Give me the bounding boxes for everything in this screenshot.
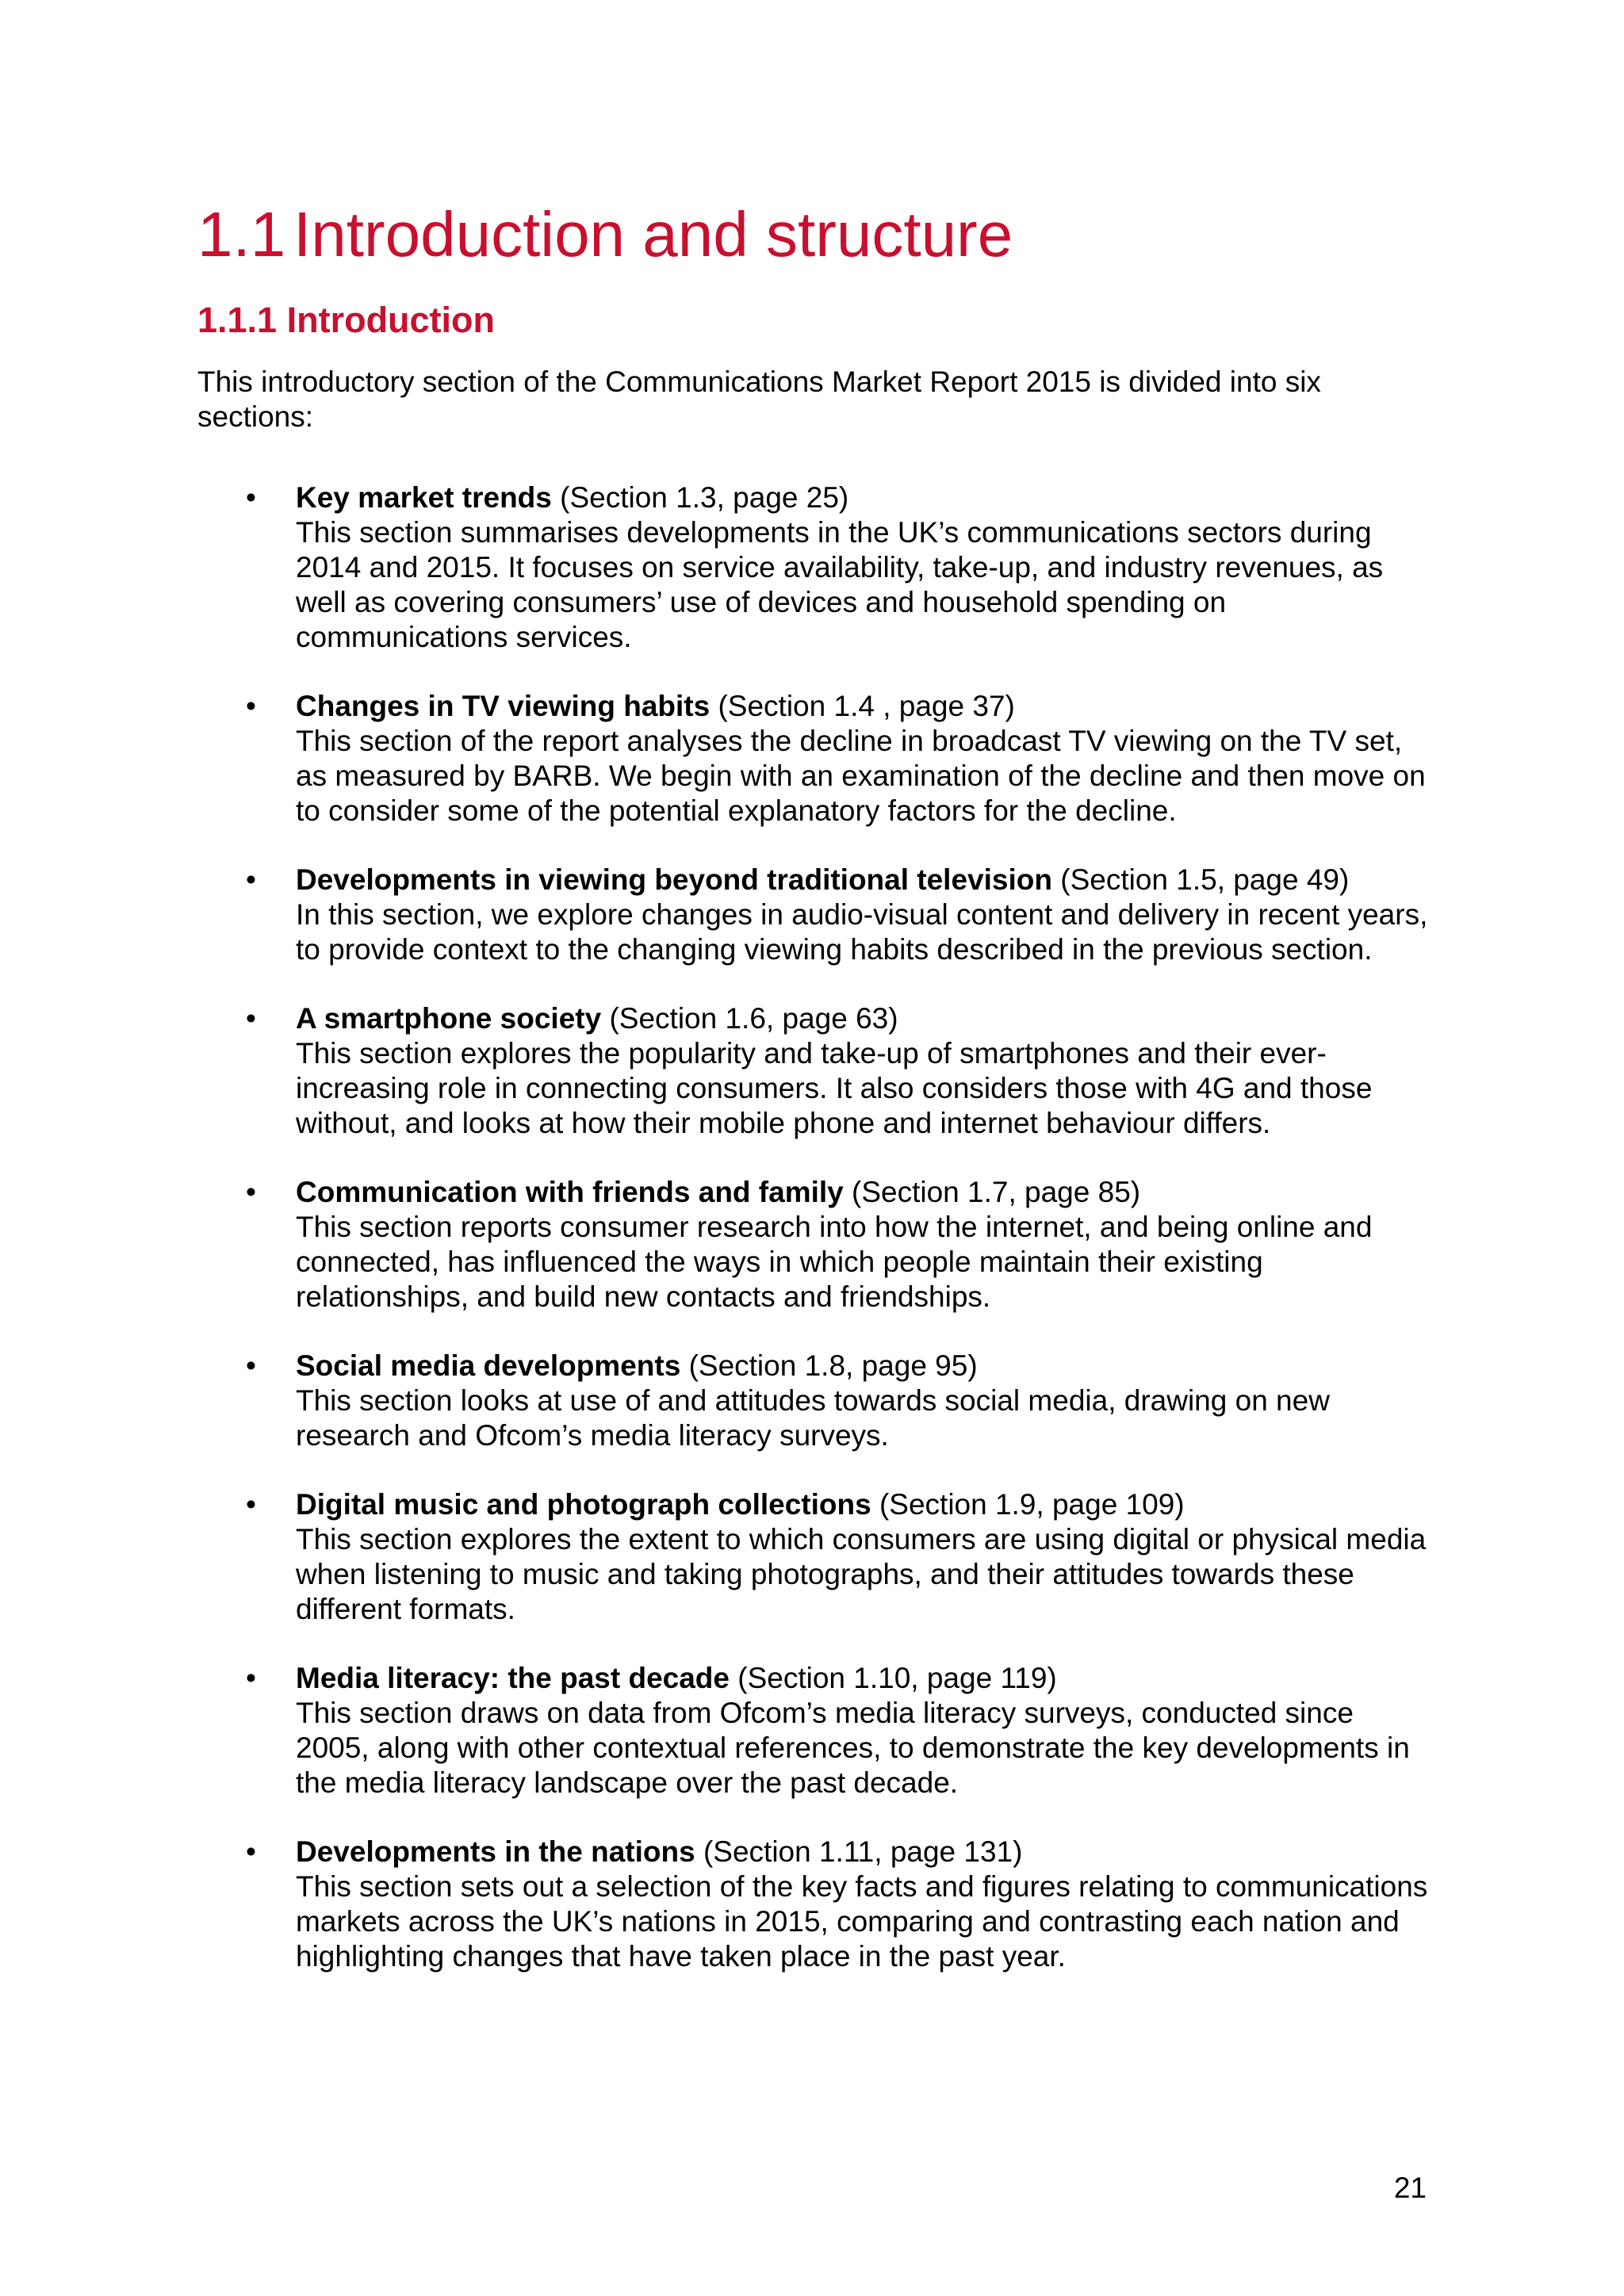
- item-title: Key market trends: [296, 481, 552, 514]
- bullet-icon: •: [246, 1176, 256, 1208]
- bullet-icon: •: [246, 1002, 256, 1035]
- item-reference: (Section 1.8, page 95): [680, 1349, 978, 1382]
- intro-paragraph: This introductory section of the Communications Market Report 2015 is divided into six sections:: [197, 365, 1321, 433]
- bullet-icon: •: [246, 1349, 256, 1382]
- list-item: [197, 1175, 1434, 1314]
- item-reference: (Section 1.7, page 85): [843, 1176, 1141, 1208]
- item-description: In this section, we explore changes in audio-visual content and delivery in recent years, to provide context to the changing viewing habits described in the previous section.: [296, 898, 1428, 966]
- bullet-icon: •: [246, 863, 256, 896]
- item-title: Changes in TV viewing habits: [296, 690, 710, 722]
- page-content: [197, 197, 1434, 2008]
- item-reference: (Section 1.3, page 25): [551, 481, 849, 514]
- item-reference: (Section 1.5, page 49): [1051, 863, 1350, 896]
- list-item: [197, 1661, 1434, 1800]
- list-item: [197, 863, 1434, 967]
- item-title: A smartphone society: [296, 1002, 602, 1035]
- item-description: This section reports consumer research into how the internet, and being online and connected, has influenced the ways in which people maintain their existing relationships, and build new contacts and friendships.: [296, 1211, 1373, 1313]
- section-heading: [197, 197, 1434, 273]
- bullet-icon: •: [246, 1835, 256, 1868]
- list-item: [197, 480, 1434, 655]
- item-reference: (Section 1.10, page 119): [729, 1662, 1057, 1694]
- section-title: Introduction and structure: [293, 199, 1013, 270]
- bullet-icon: •: [246, 1488, 256, 1521]
- list-item: [197, 1487, 1434, 1627]
- item-title: Digital music and photograph collections: [296, 1488, 871, 1521]
- item-description: This section summarises developments in the UK’s communications sectors during 2014 and 2015. It focuses on service availability, take-up, and industry revenues, as well as covering consumers’ use of devices and household spending on communications services.: [296, 516, 1384, 653]
- item-reference: (Section 1.9, page 109): [871, 1488, 1185, 1521]
- item-description: This section of the report analyses the decline in broadcast TV viewing on the TV set, as measured by BARB. We begin with an examination of the decline and then move on to consider some of the potential explanatory factors for the decline.: [296, 725, 1426, 827]
- item-description: This section explores the extent to which consumers are using digital or physical media when listening to music and taking photographs, and their attitudes towards these different formats.: [296, 1523, 1427, 1625]
- item-description: This section looks at use of and attitudes towards social media, drawing on new research and Ofcom’s media literacy surveys.: [296, 1384, 1330, 1452]
- item-reference: (Section 1.6, page 63): [601, 1002, 898, 1035]
- page-number: 21: [1393, 2172, 1427, 2204]
- item-title: Developments in the nations: [296, 1835, 695, 1868]
- item-title: Media literacy: the past decade: [296, 1662, 730, 1694]
- item-title: Communication with friends and family: [296, 1176, 844, 1208]
- list-item: [197, 689, 1434, 828]
- bullet-icon: •: [246, 1662, 256, 1694]
- item-description: This section draws on data from Ofcom’s media literacy surveys, conducted since 2005, along with other contextual references, to demonstrate the key developments in the media literacy landscape over the past decade.: [296, 1697, 1410, 1799]
- item-title: Developments in viewing beyond traditional television: [296, 863, 1052, 896]
- list-item: [197, 1835, 1434, 1974]
- list-item: [197, 1001, 1434, 1141]
- item-description: This section explores the popularity and take-up of smartphones and their ever-increasing role in connecting consumers. It also considers those with 4G and those without, and looks at how their mobile phone and internet behaviour differs.: [296, 1037, 1373, 1139]
- subsection-heading: 1.1.1 Introduction: [197, 300, 496, 340]
- section-number: 1.1: [197, 199, 286, 270]
- item-reference: (Section 1.4 , page 37): [710, 690, 1015, 722]
- item-reference: (Section 1.11, page 131): [695, 1835, 1023, 1868]
- bullet-icon: •: [246, 481, 256, 514]
- list-item: [197, 1349, 1434, 1453]
- bullet-icon: •: [246, 690, 256, 722]
- item-title: Social media developments: [296, 1349, 681, 1382]
- section-list: [197, 480, 1434, 1974]
- item-description: This section sets out a selection of the key facts and figures relating to communications markets across the UK’s nations in 2015, comparing and contrasting each nation and highlighting changes that have taken place in the past year.: [296, 1870, 1428, 1973]
